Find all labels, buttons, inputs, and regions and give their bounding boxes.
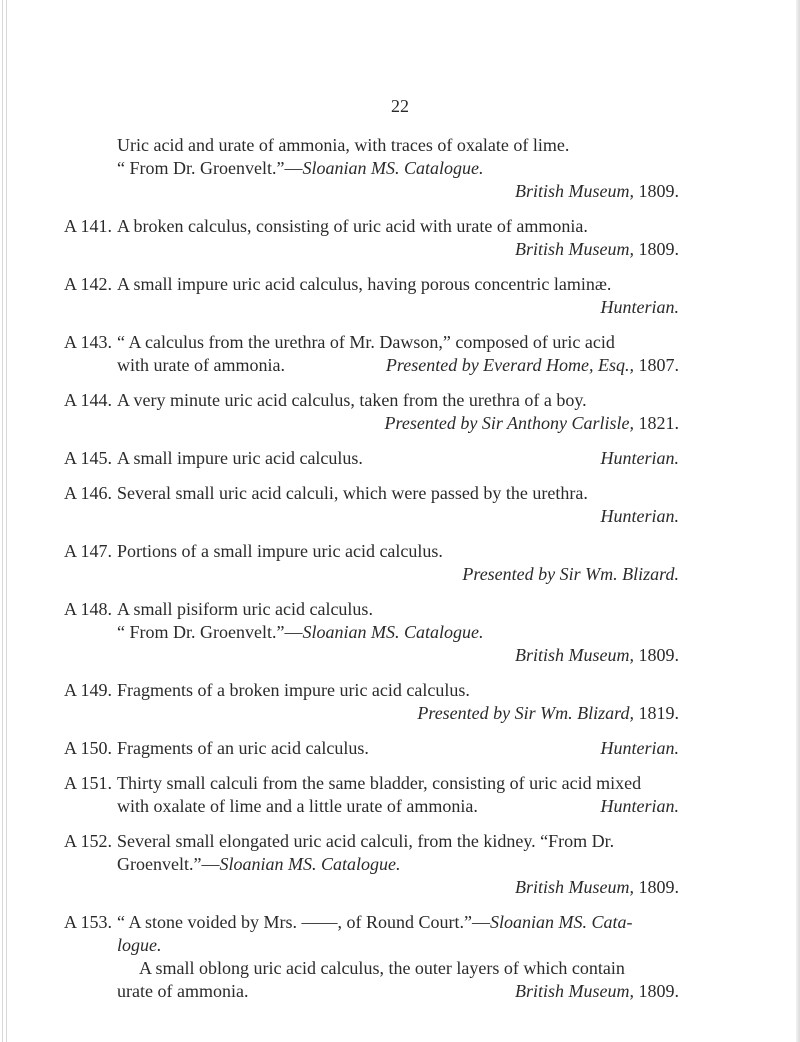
entry-number: A 147. [64,541,113,561]
catalogue-entry [0,389,800,435]
entry-source: British Museum, 1809. [515,645,679,665]
entry-line [117,354,679,377]
entry-source: Hunterian. [600,738,679,758]
entry-text: Several small elongated uric acid calculi, from the kidney. “From Dr. [117,831,615,851]
catalogue-entry [0,447,800,470]
entry-number: A 149. [64,680,113,700]
catalogue-entries [0,134,800,1015]
entry-number: A 146. [64,483,113,503]
continued-entry [0,134,800,203]
entry-number: A 141. [64,216,113,236]
entry-source: British Museum, 1809. [515,981,679,1001]
entry-text: A broken calculus, consisting of uric acid with urate of ammonia. [117,216,588,236]
catalogue-entry [0,331,800,377]
catalogue-entry [0,215,800,261]
entry-text: “ A calculus from the urethra of Mr. Dawson,” composed of uric acid [117,332,615,352]
entry-number: A 144. [64,390,113,410]
entry-number: A 151. [64,773,113,793]
entry-source: Presented by Sir Anthony Carlisle, 1821. [384,413,679,433]
entry-quote: Groenvelt.”—Sloanian MS. Catalogue. [117,854,401,874]
entry-source: British Museum, 1809. [515,877,679,897]
entry-text: Several small uric acid calculi, which were passed by the urethra. [117,483,588,503]
entry-number: A 143. [64,332,113,352]
entry-line [117,795,679,818]
entry-text: with urate of ammonia. [117,355,285,375]
entry-text: urate of ammonia. [117,981,249,1001]
entry-quote: logue. [117,935,162,955]
catalogue-entry [0,911,800,1003]
entry-source: Presented by Sir Wm. Blizard. [462,564,679,584]
entry-quote: “ From Dr. Groenvelt.”—Sloanian MS. Catalogue. [117,158,484,178]
page-number: 22 [391,96,409,116]
entry-source: Hunterian. [600,297,679,317]
entry-source: British Museum, 1809. [515,239,679,259]
entry-line [117,737,679,760]
entry-text: Portions of a small impure uric acid calculus. [117,541,443,561]
entry-quote: “ A stone voided by Mrs. ——, of Round Court.”—Sloanian MS. Cata- [117,912,633,932]
entry-quote: “ From Dr. Groenvelt.”—Sloanian MS. Catalogue. [117,622,484,642]
entry-line [117,447,679,470]
catalogue-entry [0,540,800,586]
entry-text: A small impure uric acid calculus. [117,448,363,468]
entry-text: A very minute uric acid calculus, taken from the urethra of a boy. [117,390,587,410]
catalogue-entry [0,737,800,760]
entry-source: British Museum, 1809. [515,181,679,201]
entry-number: A 150. [64,738,113,758]
entry-text: Thirty small calculi from the same bladder, consisting of uric acid mixed [117,773,642,793]
entry-source: Presented by Sir Wm. Blizard, 1819. [417,703,679,723]
entry-number: A 148. [64,599,113,619]
catalogue-entry [0,772,800,818]
entry-number: A 142. [64,274,113,294]
entry-text: with oxalate of lime and a little urate of ammonia. [117,796,478,816]
catalogue-entry [0,679,800,725]
catalogue-entry [0,273,800,319]
entry-source: Hunterian. [600,448,679,468]
catalogue-entry [0,830,800,899]
entry-number: A 153. [64,912,113,932]
catalogue-entry [0,482,800,528]
entry-text: Uric acid and urate of ammonia, with traces of oxalate of lime. [117,135,570,155]
entry-source: Hunterian. [600,506,679,526]
catalogue-entry [0,598,800,667]
entry-text: Fragments of a broken impure uric acid calculus. [117,680,470,700]
entry-number: A 145. [64,448,113,468]
entry-number: A 152. [64,831,113,851]
entry-line [117,980,679,1003]
entry-text: Fragments of an uric acid calculus. [117,738,369,758]
entry-text: A small impure uric acid calculus, having porous concentric laminæ. [117,274,612,294]
entry-text: A small oblong uric acid calculus, the outer layers of which contain [139,958,625,978]
entry-text: A small pisiform uric acid calculus. [117,599,373,619]
entry-source: Hunterian. [600,796,679,816]
entry-source: Presented by Everard Home, Esq., 1807. [385,355,679,375]
